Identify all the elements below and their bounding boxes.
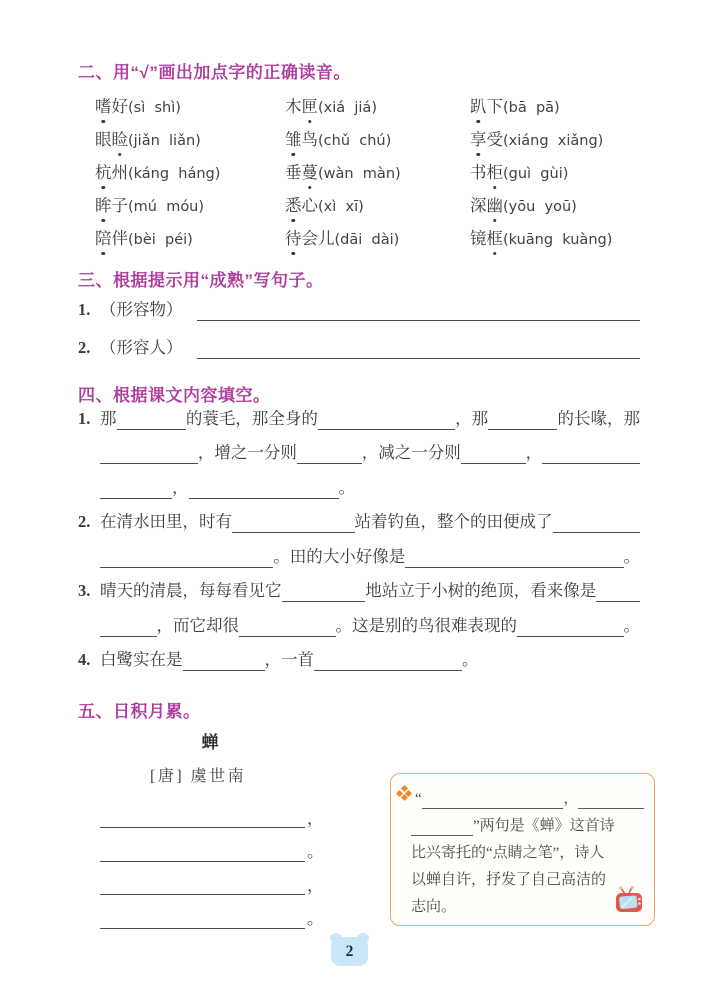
text-segment: “ [415,790,422,807]
pronunciation-item [470,227,647,251]
answer-blank [282,584,366,602]
answer-blank [314,653,462,671]
answer-blank [596,584,640,602]
character: 受 [486,130,503,149]
dotted-character: 睑 [112,128,129,152]
text-segment: （形容人） [100,338,183,358]
item-number: 2. [78,338,91,358]
pinyin-options: (bèi péi) [128,232,193,248]
item-number: 1. [78,408,91,428]
pinyin-options: (sì shì) [128,100,181,116]
fill-in-line [78,338,640,359]
character: 会 [301,229,318,248]
tv-icon [614,886,646,920]
answer-blank [100,549,273,567]
answer-blank [411,819,473,836]
pronunciation-item [285,194,470,218]
answer-blank [542,446,640,464]
dotted-character: 蔓 [302,161,319,185]
text-segment: 站着钓鱼，整个的田便成了 [354,512,553,532]
text-segment: ， [172,477,189,497]
fill-in-line [78,443,640,465]
dotted-character: 享 [470,128,487,152]
pinyin-options: (xì xī) [318,199,364,215]
fill-in-line [78,581,640,603]
item-number: 1. [78,300,91,320]
text-segment: ，减之一分则 [361,443,461,463]
pinyin-options: (guì gùi) [503,166,569,182]
pinyin-options: (dāi dài) [334,232,400,248]
pronunciation-item [285,128,470,152]
text-segment: 。 [623,546,640,566]
pinyin-options: (wàn màn) [318,166,401,182]
diamond-bullet-icon [397,786,411,800]
fill-in-line [78,477,640,499]
text-segment: （形容物） [100,300,183,320]
answer-blank [100,446,198,464]
item-number: 4. [78,650,91,670]
character: 心 [301,196,318,215]
poem-author: [唐] 虞世南 [150,768,247,785]
answer-blank [100,910,305,928]
text-segment: 地站立于小树的绝顶，看来像是 [365,581,597,601]
pronunciation-item [95,161,285,185]
pinyin-options: (kuāng kuàng) [503,232,613,248]
pinyin-options: (xiáng xiǎng) [503,133,604,149]
character: 好 [111,97,128,116]
text-segment: 那 [100,408,117,428]
section2-heading: 二、用“√”画出加点字的正确读音。 [78,63,351,82]
answer-blank [318,411,455,429]
text-segment: 。 [462,650,479,670]
answer-blank [100,843,305,861]
answer-blank [578,792,644,809]
poem-answer-row [100,841,324,862]
pinyin-options: (yōu yoū) [503,199,577,215]
fill-in-line [78,615,640,637]
text-segment: 。田的大小好像是 [273,546,406,566]
item-number: 3. [78,581,91,601]
text-segment: 志向。 [411,898,457,915]
pinyin-options: (xiá jiá) [318,100,377,116]
fill-in-line [400,782,644,809]
answer-blank [197,341,641,359]
character: 书 [470,163,487,182]
fill-in-line [400,863,644,890]
text-segment: 比兴寄托的“点睛之笔”，诗人 [411,844,605,861]
pinyin-options: (chǔ chú) [318,133,392,149]
pronunciation-grid [95,95,647,251]
text-segment: 晴天的清晨，每每看见它 [100,581,282,601]
dotted-character: 悉 [285,194,302,218]
character: 眼 [95,130,112,149]
character: 鸟 [301,130,318,149]
character: 子 [111,196,128,215]
note-text-lines [400,782,644,917]
pronunciation-item [470,95,647,119]
dotted-character: 陪 [95,227,112,251]
pronunciation-item [285,161,470,185]
pronunciation-item [470,128,647,152]
dotted-character: 柜 [487,161,504,185]
text-segment: ，那 [455,408,489,428]
dotted-character: 匣 [302,95,319,119]
answer-blank [197,303,641,321]
answer-blank [100,618,157,636]
hint-note-box [390,773,655,926]
answer-blank [183,653,265,671]
fill-in-line [400,809,644,836]
section4-body [78,408,640,684]
answer-blank [553,515,641,533]
text-segment: 的蓑毛，那全身的 [185,408,318,428]
character: 镜 [470,229,487,248]
pinyin-options: (bā pā) [503,100,560,116]
text-segment: ”两句是《蝉》这首诗 [473,817,615,834]
dotted-character: 幽 [487,194,504,218]
answer-blank [239,618,336,636]
pronunciation-item [470,194,647,218]
punctuation: 。 [307,909,324,929]
text-segment: 。 [338,477,355,497]
poem-title: 蝉 [201,733,219,752]
character: 儿 [318,229,335,248]
answer-blank [117,411,186,429]
text-segment: 白鹭实在是 [100,650,183,670]
section4-heading: 四、根据课文内容填空。 [78,386,271,405]
pinyin-options: (jiǎn liǎn) [128,133,201,149]
text-segment: 。 [623,615,640,635]
pronunciation-item [95,227,285,251]
poem-answer-lines [100,807,324,941]
dotted-character: 待 [285,227,302,251]
character: 深 [470,196,487,215]
answer-blank [189,480,339,498]
answer-blank [422,792,564,809]
poem-answer-row [100,908,324,929]
answer-blank [100,877,305,895]
section3-heading: 三、根据提示用“成熟”写句子。 [78,271,324,290]
pronunciation-item [285,95,470,119]
fill-in-line [78,650,640,672]
answer-blank [488,411,557,429]
answer-blank [461,446,526,464]
text-segment: ，增之一分则 [197,443,297,463]
fill-in-line [78,546,640,568]
fill-in-line [400,836,644,863]
character: 下 [486,97,503,116]
text-segment: ，而它却很 [156,615,239,635]
dotted-character: 趴 [470,95,487,119]
punctuation: ， [307,875,324,895]
fill-in-line [400,890,644,917]
pronunciation-item [470,161,647,185]
dotted-character: 杭 [95,161,112,185]
answer-blank [405,549,623,567]
punctuation: ， [307,808,324,828]
character: 伴 [111,229,128,248]
text-segment: ， [525,443,543,463]
pronunciation-item [95,194,285,218]
pronunciation-item [95,128,285,152]
text-segment: 的长喙，那 [557,408,640,428]
character: 垂 [285,163,302,182]
section3-body [78,300,640,376]
item-number: 2. [78,512,91,532]
answer-blank [232,515,355,533]
character: 木 [285,97,302,116]
dotted-character: 嗜 [95,95,112,119]
text-segment: 。这是别的鸟很难表现的 [335,615,517,635]
dotted-character: 眸 [95,194,112,218]
text-segment: ，一首 [264,650,314,670]
pronunciation-item [95,95,285,119]
fill-in-line [78,408,640,430]
answer-blank [100,480,172,498]
dotted-character: 雏 [285,128,302,152]
page-number-badge: 2 [331,937,368,966]
answer-blank [100,810,305,828]
text-segment: 在清水田里，时有 [100,512,232,532]
text-segment: ， [563,790,579,807]
pinyin-options: (káng háng) [128,166,221,182]
poem-answer-row [100,874,324,895]
character: 州 [111,163,128,182]
section5-heading: 五、日积月累。 [78,702,201,721]
fill-in-line [78,300,640,321]
pronunciation-item [285,227,470,251]
fill-in-line [78,512,640,534]
answer-blank [517,618,624,636]
text-segment: 以蝉自许，抒发了自己高洁的 [411,871,607,888]
poem-answer-row [100,807,324,828]
answer-blank [297,446,362,464]
pinyin-options: (mú móu) [128,199,205,215]
dotted-character: 框 [487,227,504,251]
punctuation: 。 [307,842,324,862]
